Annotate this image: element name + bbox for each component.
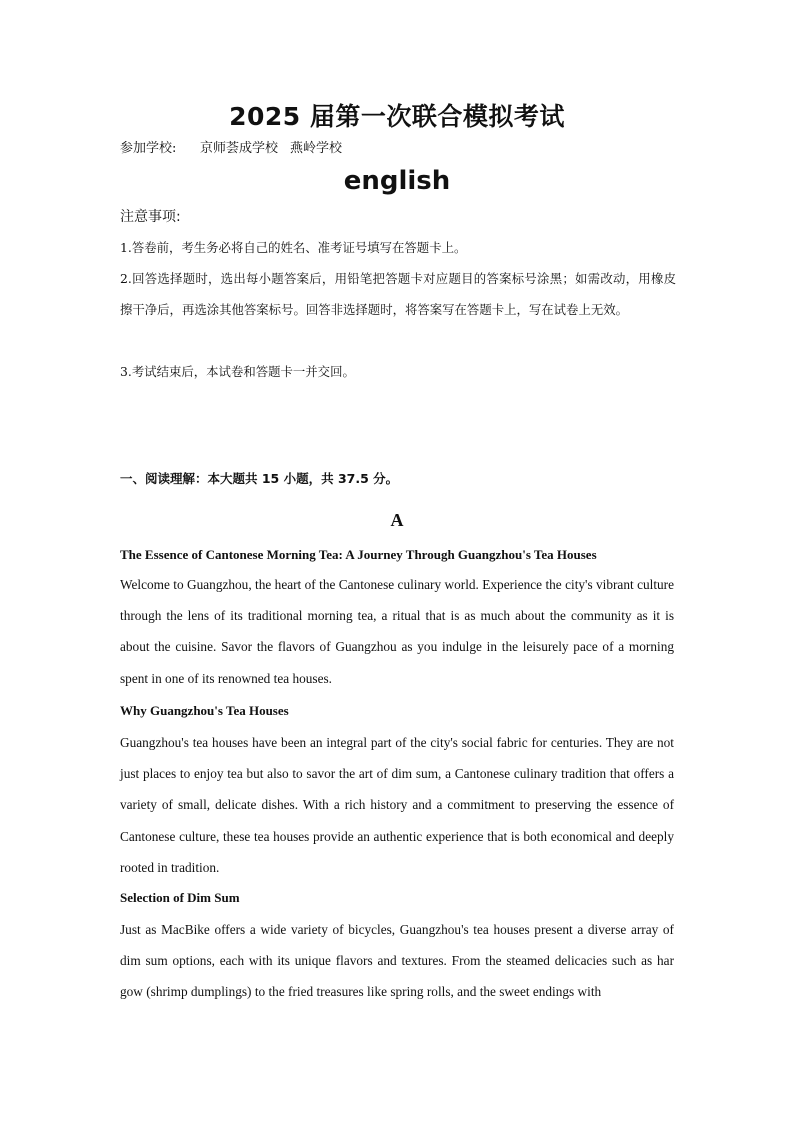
- passage-paragraph: Guangzhou's tea houses have been an integral part of the city's social fabric for centuries. They are not just places to enjoy tea but also to savor the art of dim sum, a Cantonese culinary tradition that offers a variety of small, delicate dishes. With a rich history and a commitment to preserving the essence of Cantonese culture, these tea houses provide an authentic experience that is both economical and deeply rooted in tradition.: [120, 735, 674, 875]
- passage-paragraph: Welcome to Guangzhou, the heart of the Cantonese culinary world. Experience the city's vibrant culture through the lens of its traditional morning tea, a ritual that is as much about the community as it is about the cuisine. Savor the flavors of Guangzhou as you indulge in the leisurely pace of a morning spent in one of its renowned tea houses.: [120, 577, 674, 686]
- passage-letter: A: [390, 510, 404, 530]
- section-heading: 一、阅读理解：本大题共 15 小题，共 37.5 分。: [120, 471, 399, 486]
- exam-title: 2025 届第一次联合模拟考试: [229, 102, 565, 131]
- participating-schools: [120, 140, 342, 158]
- schools-label: 参加学校:: [120, 141, 177, 156]
- note-item: 1.答卷前，考生务必将自己的姓名、准考证号填写在答题卡上。: [120, 240, 467, 255]
- passage-paragraph: Just as MacBike offers a wide variety of bicycles, Guangzhou's tea houses present a diverse array of dim sum options, each with its unique flavors and textures. From the steamed delicacies such as har gow (shrimp dumplings) to the fried treasures like spring rolls, and the sweet endings with: [120, 922, 674, 1000]
- notes-heading: 注意事项:: [120, 209, 181, 225]
- note-item: 3.考试结束后，本试卷和答题卡一并交回。: [120, 364, 355, 379]
- school-name-1: 京师荟成学校: [200, 141, 279, 156]
- passage-subheading: Selection of Dim Sum: [120, 890, 240, 905]
- subject-title: english: [343, 166, 451, 196]
- passage-title: The Essence of Cantonese Morning Tea: A Journey Through Guangzhou's Tea Houses: [120, 547, 597, 562]
- school-name-2: 燕岭学校: [290, 141, 343, 156]
- note-item: 2.回答选择题时，选出每小题答案后，用铅笔把答题卡对应题目的答案标号涂黑；如需改动，用橡皮擦干净后，再选涂其他答案标号。回答非选择题时，将答案写在答题卡上，写在试卷上无效。: [120, 271, 676, 317]
- passage-subheading: Why Guangzhou's Tea Houses: [120, 703, 289, 718]
